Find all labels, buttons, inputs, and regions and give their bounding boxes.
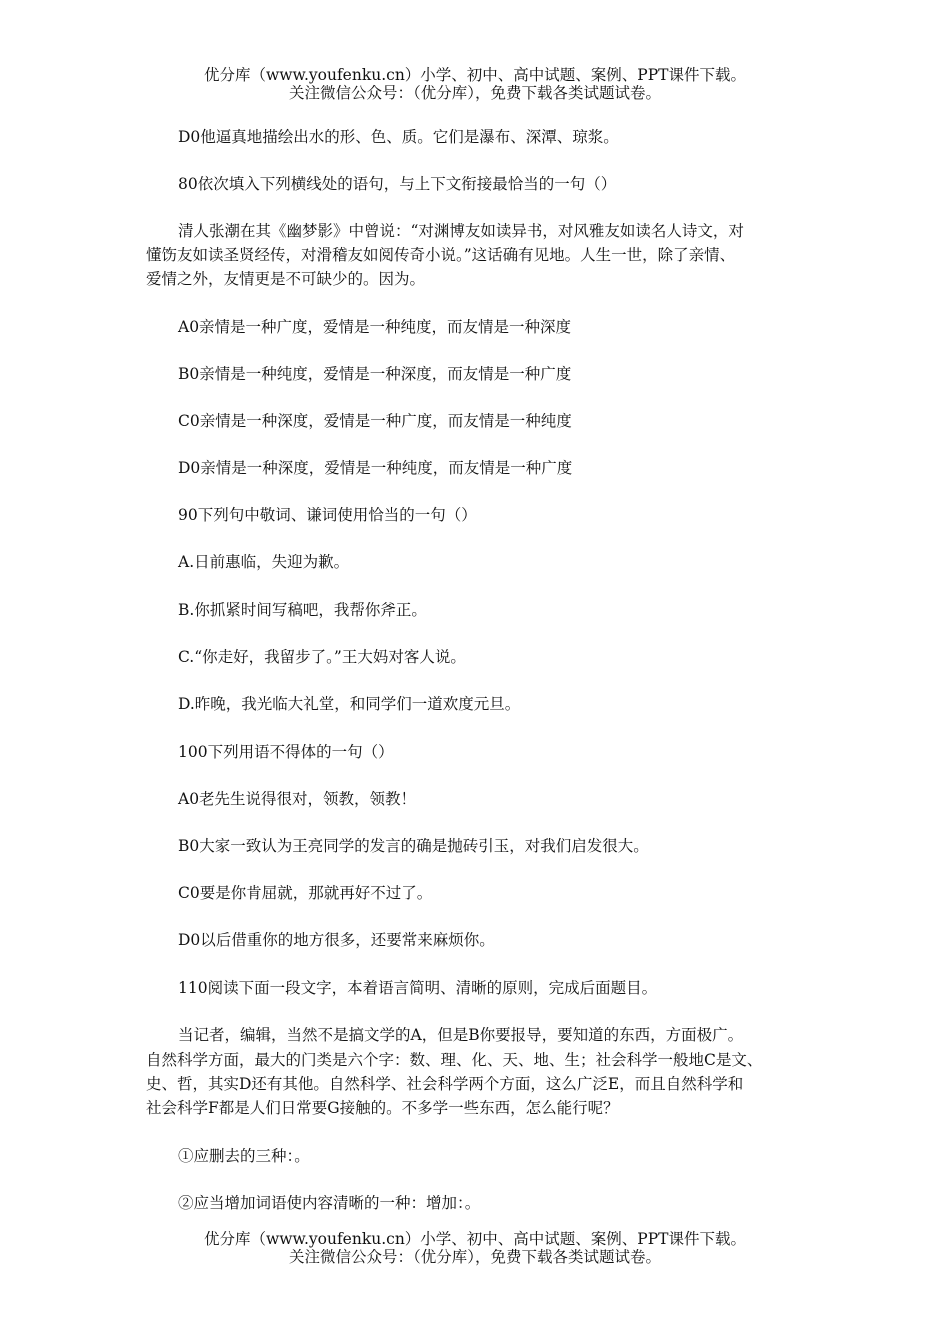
q10-option-b: B0大家一致认为王亮同学的发言的确是抛砖引玉，对我们启发很大。 bbox=[178, 837, 649, 855]
q10-question: 100下列用语不得体的一句（） bbox=[178, 743, 394, 761]
q9-option-b: B.你抓紧时间写稿吧，我帮你斧正。 bbox=[178, 601, 427, 619]
page-footer bbox=[0, 1230, 950, 1266]
header-line-1: 优分库（www.youfenku.cn）小学、初中、高中试题、案例、PPT课件下载。 bbox=[203, 66, 747, 84]
q8-passage-line-3: 爱情之外，友情更是不可缺少的。因为。 bbox=[146, 270, 426, 288]
q9-option-c: C.“你走好，我留步了。”王大妈对客人说。 bbox=[178, 648, 466, 666]
header-line-2: 关注微信公众号：（优分库），免费下载各类试题试卷。 bbox=[288, 84, 661, 102]
q11-passage-line-2: 自然科学方面，最大的门类是六个字：数、理、化、天、地、生；社会科学一般地C是文、 bbox=[146, 1051, 763, 1069]
q8-passage-line-2: 懂饬友如读圣贤经传，对滑稽友如阅传奇小说。”这话确有见地。人生一世，除了亲情、 bbox=[146, 246, 736, 264]
q8-option-a: A0亲情是一种广度，爱情是一种纯度，而友情是一种深度 bbox=[178, 318, 572, 336]
q8-passage-line-1: 清人张潮在其《幽梦影》中曾说：“对渊博友如读异书，对风雅友如读名人诗文，对 bbox=[178, 222, 744, 240]
q7-option-d: D0他逼真地描绘出水的形、色、质。它们是瀑布、深潭、琼浆。 bbox=[178, 128, 619, 146]
q8-question: 80依次填入下列横线处的语句，与上下文衔接最恰当的一句（） bbox=[178, 175, 617, 193]
q8-option-c: C0亲情是一种深度，爱情是一种广度，而友情是一种纯度 bbox=[178, 412, 572, 430]
footer-line-2: 关注微信公众号：（优分库），免费下载各类试题试卷。 bbox=[288, 1248, 661, 1266]
q8-option-d: D0亲情是一种深度，爱情是一种纯度，而友情是一种广度 bbox=[178, 459, 573, 477]
q10-option-a: A0老先生说得很对，领教，领教！ bbox=[178, 790, 417, 808]
footer-line-1: 优分库（www.youfenku.cn）小学、初中、高中试题、案例、PPT课件下载。 bbox=[203, 1230, 747, 1248]
q11-question: 110阅读下面一段文字，本着语言简明、清晰的原则，完成后面题目。 bbox=[178, 979, 658, 997]
q11-passage-line-1: 当记者，编辑，当然不是搞文学的A，但是B你要报导，要知道的东西，方面极广。 bbox=[178, 1026, 744, 1044]
q8-option-b: B0亲情是一种纯度，爱情是一种深度，而友情是一种广度 bbox=[178, 365, 572, 383]
q9-option-d: D.昨晚，我光临大礼堂，和同学们一道欢度元旦。 bbox=[178, 695, 521, 713]
q9-option-a: A.日前惠临，失迎为歉。 bbox=[178, 553, 350, 571]
q10-option-d: D0以后借重你的地方很多，还要常来麻烦你。 bbox=[178, 931, 495, 949]
q11-passage-line-3: 史、哲，其实D还有其他。自然科学、社会科学两个方面，这么广泛E，而且自然科学和 bbox=[146, 1075, 744, 1093]
q11-sub-question-2: ②应当增加词语使内容清晰的一种：增加：。 bbox=[178, 1194, 481, 1212]
q11-sub-question-1: ①应删去的三种：。 bbox=[178, 1147, 310, 1165]
q9-question: 90下列句中敬词、谦词使用恰当的一句（） bbox=[178, 506, 477, 524]
q11-passage-line-4: 社会科学F都是人们日常要G接触的。不多学一些东西，怎么能行呢？ bbox=[146, 1099, 619, 1117]
q10-option-c: C0要是你肯屈就，那就再好不过了。 bbox=[178, 884, 433, 902]
